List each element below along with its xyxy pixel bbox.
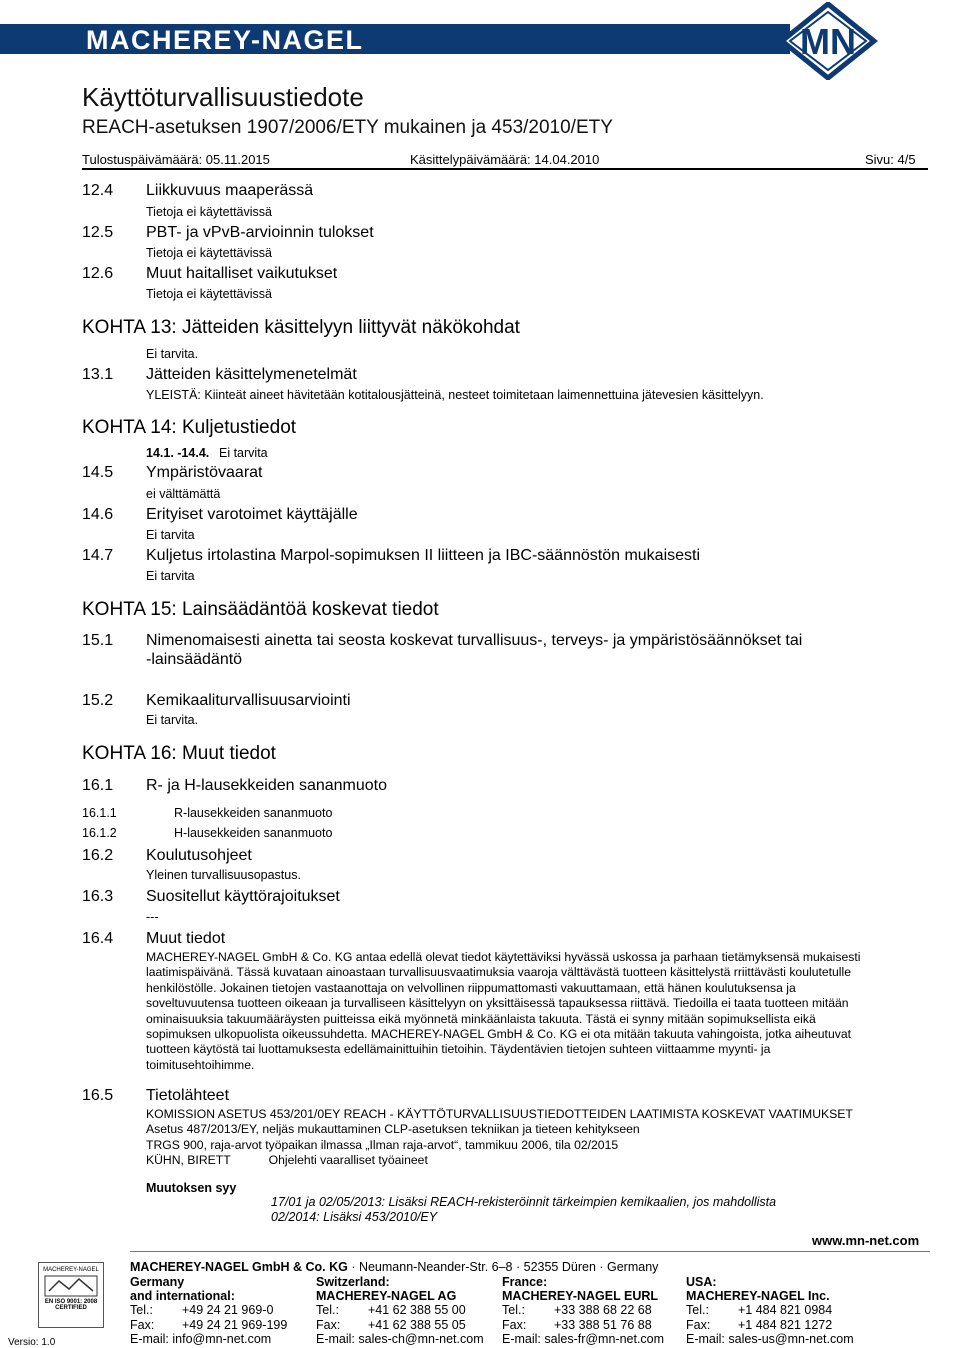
section-title: Tietolähteet bbox=[146, 1087, 230, 1104]
section-num: 16.4 bbox=[82, 930, 114, 947]
footer-col-germany bbox=[130, 1275, 287, 1346]
kohta-13-heading: KOHTA 13: Jätteiden käsittelyyn liittyvät näkökohdat bbox=[82, 317, 520, 338]
footer-col-france bbox=[502, 1275, 664, 1346]
text-line: MACHEREY-NAGEL GmbH & Co. KG antaa edellä olevat tiedot käytettäviksi hyvässä uskossa ja parhaan tietämyksensä mukaisesti bbox=[146, 950, 861, 964]
col-subheading: MACHEREY-NAGEL Inc. bbox=[686, 1289, 830, 1304]
section-text: Tietoja ei käytettävissä bbox=[146, 246, 272, 260]
section-num: 14.6 bbox=[82, 506, 114, 523]
fax-label: Fax: bbox=[130, 1317, 155, 1332]
col-subheading: MACHEREY-NAGEL AG bbox=[316, 1289, 457, 1304]
section-title: Erityiset varotoimet käyttäjälle bbox=[146, 506, 358, 523]
text-line: toimitusehtoihimme. bbox=[146, 1057, 255, 1072]
section-text: Tietoja ei käytettävissä bbox=[146, 205, 272, 219]
tel-label: Tel.: bbox=[316, 1303, 339, 1318]
page-number: Sivu: 4/5 bbox=[865, 152, 916, 167]
section-num: 16.5 bbox=[82, 1087, 114, 1104]
source-author: KÜHN, BIRETT bbox=[146, 1153, 231, 1168]
tel-value: +41 62 388 55 00 bbox=[368, 1303, 466, 1318]
email-label: E-mail: bbox=[502, 1331, 541, 1346]
section-title: Muut tiedot bbox=[146, 930, 226, 947]
changes-label: Muutoksen syy bbox=[146, 1181, 237, 1195]
email-label: E-mail: bbox=[316, 1331, 355, 1346]
source-line bbox=[146, 1153, 908, 1168]
section-num: 15.1 bbox=[82, 632, 114, 649]
subsection-num: 16.1.2 bbox=[82, 826, 117, 840]
email-value[interactable]: sales-us@mn-net.com bbox=[728, 1331, 854, 1346]
text-line: tuotteen käytöstä tai luottamuksesta edellämainittuihin tietoihin. Täydentävien tietojen suhteen viittaamme myynti- ja bbox=[146, 1042, 771, 1057]
section-title: Muut haitalliset vaikutukset bbox=[146, 265, 338, 282]
sources-paragraph bbox=[146, 1107, 908, 1169]
source-line: Asetus 487/2013/EY, neljäs mukauttaminen CLP-asetuksen tekniikan ja tieteen kehitykseen bbox=[146, 1122, 640, 1137]
footer-company: MACHEREY-NAGEL GmbH & Co. KG bbox=[130, 1260, 348, 1274]
disclaimer-paragraph bbox=[146, 950, 908, 1073]
email-value[interactable]: sales-fr@mn-net.com bbox=[544, 1331, 665, 1346]
changes-line: 02/2014: Lisäksi 453/2010/EY bbox=[271, 1210, 438, 1224]
section-num: 12.4 bbox=[82, 182, 114, 199]
version-label: Versio: 1.0 bbox=[8, 1337, 56, 1348]
col-heading: France: bbox=[502, 1275, 548, 1289]
brand-name: MACHEREY-NAGEL bbox=[86, 25, 364, 55]
header-band bbox=[0, 0, 960, 72]
text-line: ominaisuuksia takuumääräysten puitteissa eikä myönnetä minkäänlaista takuuta. Tästä ei synny mitään sopimuksellista eikä bbox=[146, 1011, 816, 1026]
section-title: Kuljetus irtolastina Marpol-sopimuksen II liitteen ja IBC-säännöstön mukaisesti bbox=[146, 547, 701, 564]
source-title: Ohjelehti vaaralliset työaineet bbox=[268, 1153, 428, 1168]
print-date: Tulostuspäivämäärä: 05.11.2015 bbox=[82, 152, 270, 167]
email-label: E-mail: bbox=[130, 1331, 169, 1346]
iso-cert-badge bbox=[38, 1262, 104, 1328]
section-title: Jätteiden käsittelymenetelmät bbox=[146, 366, 357, 383]
col-subheading: and international: bbox=[130, 1289, 235, 1304]
section-text: ei välttämättä bbox=[146, 487, 221, 501]
range-num: 14.1. -14.4. bbox=[146, 446, 210, 460]
text-line: soveltuvuutensa tuotteen oikeaan ja turvalliseen käsittelyyn on yksittäisessä tapauksessa riittävä. Tiedoilla ei taata tuotteen mitään bbox=[146, 996, 849, 1011]
tel-label: Tel.: bbox=[686, 1303, 709, 1318]
fax-label: Fax: bbox=[502, 1317, 527, 1332]
section-title: Nimenomaisesti ainetta tai seosta koskevat turvallisuus-, terveys- ja ympäristösäännökset tai bbox=[146, 632, 803, 649]
tel-value: +1 484 821 0984 bbox=[738, 1303, 833, 1318]
kohta-14-heading: KOHTA 14: Kuljetustiedot bbox=[82, 417, 297, 438]
section-num: 12.5 bbox=[82, 224, 114, 241]
page-subtitle: REACH-asetuksen 1907/2006/ETY mukainen ja 453/2010/ETY bbox=[82, 117, 613, 138]
footer-divider bbox=[130, 1251, 930, 1252]
section-text: Tietoja ei käytettävissä bbox=[146, 287, 272, 301]
tel-label: Tel.: bbox=[502, 1303, 525, 1318]
cert-title: MACHEREY-NAGEL bbox=[43, 1267, 99, 1273]
fax-value: +41 62 388 55 05 bbox=[368, 1317, 466, 1332]
col-heading: Switzerland: bbox=[316, 1275, 390, 1289]
source-line: KOMISSION ASETUS 453/201/0EY REACH - KÄYTTÖTURVALLISUUSTIEDOTTEIDEN LAATIMISTA KOSKEVAT VAATIMUKSET bbox=[146, 1107, 853, 1121]
source-line: TRGS 900, raja-arvot työpaikan ilmassa „Ilman raja-arvot“, tammikuu 2006, tila 02/2015 bbox=[146, 1137, 619, 1152]
text-line: sopimuksen ulkopuolista oikeussuhdetta. MACHEREY-NAGEL GmbH & Co. KG ei ota mitään takuuta vahingoista, jotka aiheutuvat bbox=[146, 1027, 851, 1042]
tel-value: +49 24 21 969-0 bbox=[182, 1303, 274, 1318]
range-text: Ei tarvita bbox=[219, 446, 268, 460]
cert-standard: EN ISO 9001: 2008 bbox=[44, 1299, 98, 1305]
col-heading: Germany bbox=[130, 1275, 185, 1289]
footer-col-switzerland bbox=[316, 1275, 484, 1346]
section-num: 13.1 bbox=[82, 366, 114, 383]
fax-value: +33 388 51 76 88 bbox=[554, 1317, 652, 1332]
changes-line: 17/01 ja 02/05/2013: Lisäksi REACH-rekisteröinnit tärkeimpien kemikaalien, jos mahdollista bbox=[271, 1195, 777, 1209]
section-num: 16.2 bbox=[82, 847, 114, 864]
fax-label: Fax: bbox=[316, 1317, 341, 1332]
section-text: --- bbox=[146, 910, 159, 924]
kohta-13-note: Ei tarvita. bbox=[146, 347, 199, 361]
email-value[interactable]: info@mn-net.com bbox=[172, 1331, 272, 1346]
section-text: Ei tarvita bbox=[146, 569, 195, 583]
kohta-15-heading: KOHTA 15: Lainsäädäntöä koskevat tiedot bbox=[82, 599, 439, 620]
col-subheading: MACHEREY-NAGEL EURL bbox=[502, 1289, 659, 1304]
section-title: R- ja H-lausekkeiden sananmuoto bbox=[146, 777, 388, 794]
section-text: Yleinen turvallisuusopastus. bbox=[146, 868, 301, 882]
footer-company-line bbox=[130, 1260, 658, 1274]
kohta-16-heading: KOHTA 16: Muut tiedot bbox=[82, 743, 276, 764]
fax-value: +49 24 21 969-199 bbox=[182, 1317, 288, 1332]
page-title: Käyttöturvallisuustiedote bbox=[82, 82, 364, 112]
section-num: 14.7 bbox=[82, 547, 114, 564]
website-link[interactable]: www.mn-net.com bbox=[812, 1233, 920, 1248]
process-date: Käsittelypäivämäärä: 14.04.2010 bbox=[410, 152, 600, 167]
footer-address: · Neumann-Neander-Str. 6–8 · 52355 Düren · Germany bbox=[347, 1260, 659, 1274]
header-divider bbox=[82, 168, 928, 170]
col-heading: USA: bbox=[686, 1275, 717, 1289]
cert-graphic-icon bbox=[39, 1273, 103, 1299]
section-num: 12.6 bbox=[82, 265, 114, 282]
text-line: laatimispäivänä. Tässä kuvataan ainoastaan turvallisuusvaatimuksia vaaroja välttävästä tuotteen käsittelystä rriittävästi koulutetulle bbox=[146, 965, 851, 980]
section-num: 14.5 bbox=[82, 464, 114, 481]
section-title: Liikkuvuus maaperässä bbox=[146, 182, 314, 199]
section-title-cont: -lainsäädäntö bbox=[146, 651, 243, 668]
section-text: Ei tarvita bbox=[146, 528, 195, 542]
section-title: Suositellut käyttörajoitukset bbox=[146, 888, 340, 905]
mn-logo bbox=[778, 2, 878, 80]
tel-label: Tel.: bbox=[130, 1303, 153, 1318]
section-title: Kemikaaliturvallisuusarviointi bbox=[146, 692, 351, 709]
section-title: Ympäristövaarat bbox=[146, 464, 263, 481]
section-num: 16.3 bbox=[82, 888, 114, 905]
subsection-title: H-lausekkeiden sananmuoto bbox=[174, 826, 333, 840]
subsection-num: 16.1.1 bbox=[82, 806, 117, 820]
text-line: henkilöstölle. Jokainen tietojen vastaanottaja on velvollinen riippumattomasti vakuuttamaan, että hänen koulutuksensa ja bbox=[146, 980, 796, 995]
fax-label: Fax: bbox=[686, 1317, 711, 1332]
email-value[interactable]: sales-ch@mn-net.com bbox=[358, 1331, 484, 1346]
cert-status: CERTIFIED bbox=[55, 1305, 87, 1311]
email-label: E-mail: bbox=[686, 1331, 725, 1346]
section-num: 16.1 bbox=[82, 777, 114, 794]
tel-value: +33 388 68 22 68 bbox=[554, 1303, 652, 1318]
section-title: Koulutusohjeet bbox=[146, 847, 252, 864]
section-text: Ei tarvita. bbox=[146, 713, 199, 727]
section-num: 15.2 bbox=[82, 692, 114, 709]
section-text: YLEISTÄ: Kiinteät aineet hävitetään kotitalousjätteinä, nesteet toimitetaan laimennettuina jätevesien käsittelyyn. bbox=[146, 388, 764, 402]
logo-text: MN bbox=[800, 21, 856, 62]
subsection-title: R-lausekkeiden sananmuoto bbox=[174, 806, 333, 820]
section-title: PBT- ja vPvB-arvioinnin tulokset bbox=[146, 224, 374, 241]
footer-col-usa bbox=[686, 1275, 854, 1346]
fax-value: +1 484 821 1272 bbox=[738, 1317, 833, 1332]
